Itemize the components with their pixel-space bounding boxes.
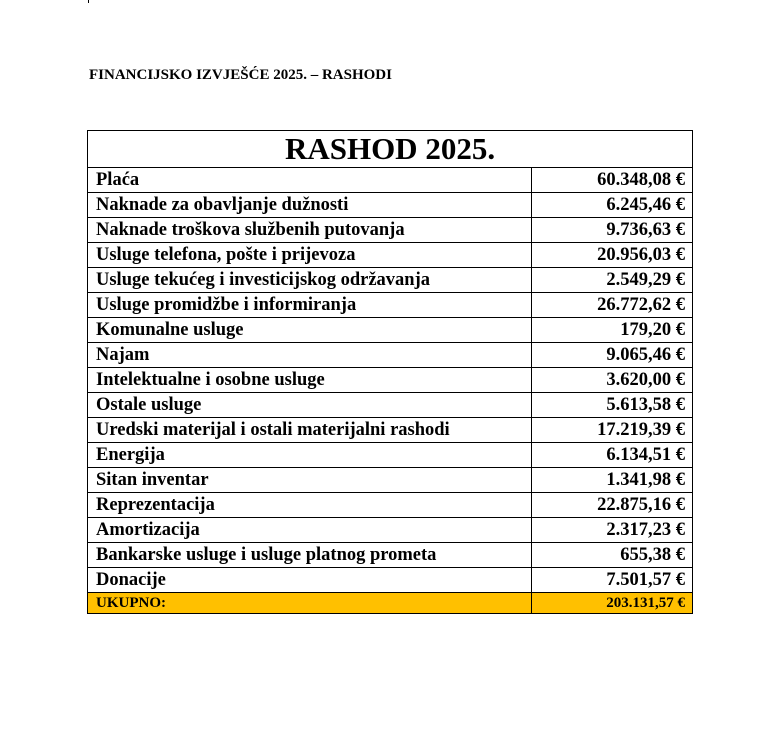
table-row	[88, 218, 693, 243]
expense-label: Reprezentacija	[88, 493, 532, 518]
expense-amount: 5.613,58 €	[532, 393, 693, 418]
expense-label: Usluge promidžbe i informiranja	[88, 293, 532, 318]
table-row	[88, 443, 693, 468]
table-row	[88, 268, 693, 293]
expense-amount: 2.317,23 €	[532, 518, 693, 543]
expense-amount: 655,38 €	[532, 543, 693, 568]
total-label: UKUPNO:	[88, 593, 532, 614]
table-row	[88, 368, 693, 393]
expense-label: Komunalne usluge	[88, 318, 532, 343]
table-title: RASHOD 2025.	[88, 131, 693, 168]
total-row	[88, 593, 693, 614]
expense-label: Sitan inventar	[88, 468, 532, 493]
expense-amount: 179,20 €	[532, 318, 693, 343]
expense-amount: 7.501,57 €	[532, 568, 693, 593]
table-row	[88, 293, 693, 318]
expense-label: Naknade troškova službenih putovanja	[88, 218, 532, 243]
expense-amount: 3.620,00 €	[532, 368, 693, 393]
expense-label: Usluge telefona, pošte i prijevoza	[88, 243, 532, 268]
table-row	[88, 243, 693, 268]
table-row	[88, 343, 693, 368]
expense-amount: 9.065,46 €	[532, 343, 693, 368]
expense-label: Naknade za obavljanje dužnosti	[88, 193, 532, 218]
expense-amount: 1.341,98 €	[532, 468, 693, 493]
table-row	[88, 518, 693, 543]
table-row	[88, 493, 693, 518]
expense-label: Najam	[88, 343, 532, 368]
table-row	[88, 468, 693, 493]
expense-amount: 22.875,16 €	[532, 493, 693, 518]
expense-table	[87, 130, 693, 614]
table-row	[88, 543, 693, 568]
table-row	[88, 168, 693, 193]
table-title-row	[88, 131, 693, 168]
text-cursor-mark	[88, 0, 89, 3]
document-heading: FINANCIJSKO IZVJEŠĆE 2025. – RASHODI	[89, 67, 392, 83]
expense-amount: 6.245,46 €	[532, 193, 693, 218]
expense-label: Intelektualne i osobne usluge	[88, 368, 532, 393]
expense-label: Usluge tekućeg i investicijskog održavanja	[88, 268, 532, 293]
expense-amount: 2.549,29 €	[532, 268, 693, 293]
table-row	[88, 418, 693, 443]
expense-amount: 26.772,62 €	[532, 293, 693, 318]
expense-label: Bankarske usluge i usluge platnog prometa	[88, 543, 532, 568]
expense-label: Amortizacija	[88, 518, 532, 543]
table-row	[88, 193, 693, 218]
expense-label: Plaća	[88, 168, 532, 193]
expense-amount: 9.736,63 €	[532, 218, 693, 243]
expense-amount: 17.219,39 €	[532, 418, 693, 443]
table-row	[88, 568, 693, 593]
table-row	[88, 318, 693, 343]
expense-amount: 20.956,03 €	[532, 243, 693, 268]
table-row	[88, 393, 693, 418]
expense-label: Donacije	[88, 568, 532, 593]
expense-amount: 60.348,08 €	[532, 168, 693, 193]
expense-label: Energija	[88, 443, 532, 468]
expense-amount: 6.134,51 €	[532, 443, 693, 468]
expense-label: Ostale usluge	[88, 393, 532, 418]
total-amount: 203.131,57 €	[532, 593, 693, 614]
expense-label: Uredski materijal i ostali materijalni rashodi	[88, 418, 532, 443]
